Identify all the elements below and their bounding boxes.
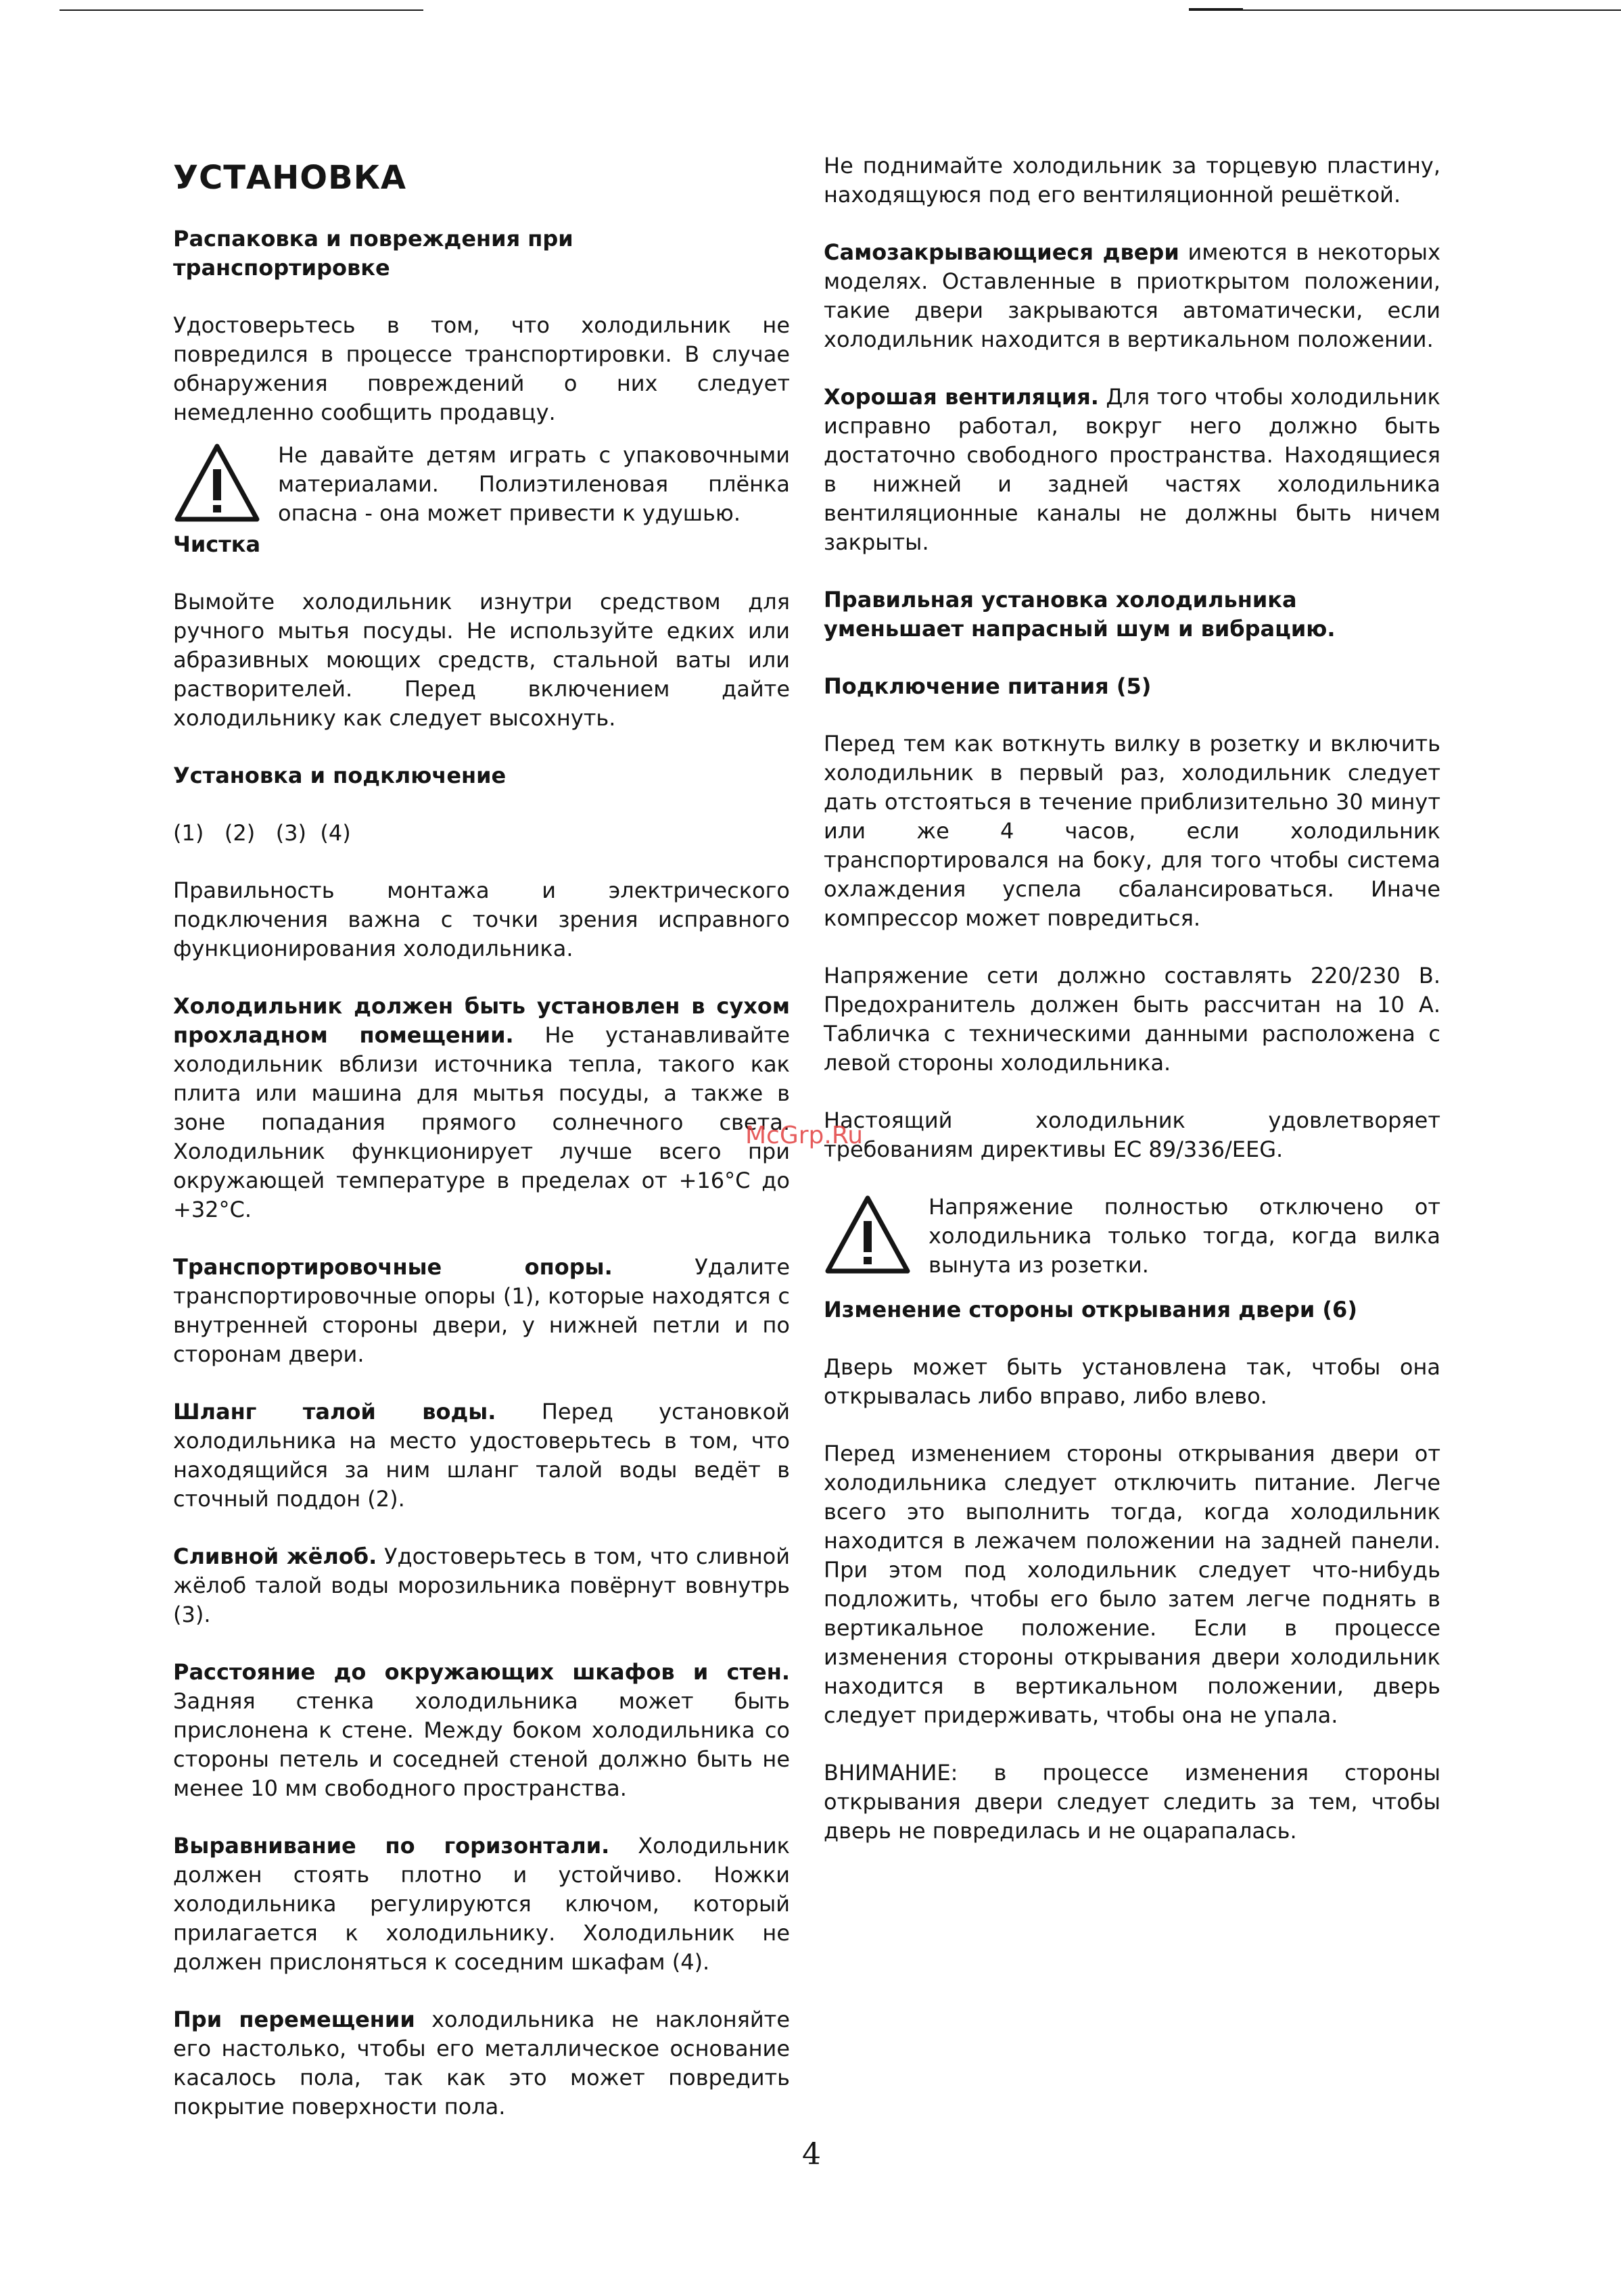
dry-place-text: Не устанавливайте холодильник вблизи источника тепла, такого как плита или машина для мытья посуды, а также в зоне попадания прямого солнечного света. Холодильник функционирует лучше всего при окружающей температуре в пределах от +16°C до +32°C. [173,1022,791,1222]
unpack-text: Удостоверьтесь в том, что холодильник не повредился в процессе транспортировки. В случае обнаружения повреждений о них следует немедленно сообщить продавцу. [173,312,790,425]
top-rule-right [1243,9,1621,11]
warning-triangle-icon [824,1194,912,1275]
hose-text: Перед установкой холодильника на место удостоверьтесь в том, что находящийся за ним шланг талой воды ведёт в сточный поддон (2). [173,1399,791,1512]
vent-paragraph [824,383,1440,557]
attention-paragraph [824,1759,1440,1846]
move-paragraph [173,2005,790,2122]
move-bold: При перемещении [173,2007,415,2032]
selfclose-text: имеются в некоторых моделях. Оставленные в приоткрытом положении, такие двери закрываются автоматически, если холодильник находится в вертикальном положении. [824,239,1440,352]
directive-text: Настоящий холодильник удовлетворяет требованиям директивы ЕС 89/336/EEG. [824,1107,1440,1162]
hose-bold: Шланг талой воды. [173,1399,496,1425]
level-paragraph [173,1832,790,1977]
drain-paragraph [173,1542,790,1629]
top-rule-right-thick [1189,8,1243,11]
level-text: Холодильник должен стоять плотно и устойчиво. Ножки холодильника регулируются ключом, который прилагается к холодильнику. Холодильник не должен прислоняться к соседним шкафам (4). [173,1833,791,1975]
install-refs: (1) (2) (3) (4) [173,820,351,846]
selfclose-bold: Самозакрывающиеся двери [824,239,1179,265]
move-text: холодильника не наклоняйте его настолько, чтобы его металлическое основание касалось пола, так как это может повредить покрытие поверхности пола. [173,2007,790,2120]
power-heading: Подключение питания (5) [824,673,1152,699]
lift-text: Не поднимайте холодильник за торцевую пластину, находящуюся под его вентиляционной решёткой. [824,153,1440,208]
unpack-warning-text: Не давайте детям играть с упаковочными материалами. Полиэтиленовая плёнка опасна - она может привести к удушью. [278,442,790,526]
power-text: Перед тем как воткнуть вилку в розетку и включить холодильник в первый раз, холодильник следует дать отстояться в течение приблизительно 30 минут или же 4 часов, если холодильник транспортировался на боку, для того чтобы система охлаждения успела сбалансироваться. Иначе компрессор может повредиться. [824,731,1440,931]
noise-note: Правильная установка холодильника уменьшает напрасный шум и вибрацию. [824,587,1336,642]
install-heading: Установка и подключение [173,763,507,788]
power-warning-text: Напряжение полностью отключено от холодильника только тогда, когда вилка вынута из розетки. [929,1194,1440,1278]
left-column [173,151,790,2122]
unpack-warning [173,441,790,530]
door-heading: Изменение стороны открывания двери (6) [824,1297,1357,1322]
distance-paragraph [173,1658,790,1803]
door-text-2: Перед изменением стороны открывания двери от холодильника следует отключить питание. Легче всего это выполнить тогда, когда холодильник находится в лежачем положении на задней панели. При этом под холодильник следует что-нибудь подложить, чтобы его было затем легче поднять в вертикальное положение. Если в процессе изменения стороны открывания двери холодильник находится в вертикальном положении, дверь следует придерживать, чтобы она не упала. [824,1441,1440,1728]
selfclose-paragraph [824,238,1440,354]
attention-label: ВНИМАНИЕ: [824,1760,958,1786]
distance-text: Задняя стенка холодильника может быть прислонена к стене. Между боком холодильника со стороны петель и соседней стеной должно быть не менее 10 мм свободного пространства. [173,1688,790,1801]
drain-text: Удостоверьтесь в том, что сливной жёлоб талой воды морозильника повёрнут вовнутрь (3). [173,1544,791,1627]
right-column [824,151,1440,1846]
transport-paragraph [173,1253,790,1369]
clean-text: Вымойте холодильник изнутри средством для ручного мытья посуды. Не используйте едких или абразивных моющих средств, стальной ваты или растворителей. Перед включением дайте холодильнику как следует высохнуть. [173,589,790,731]
door-text-1: Дверь может быть установлена так, чтобы она открывалась либо вправо, либо влево. [824,1354,1440,1409]
dry-place-paragraph [173,992,790,1224]
vent-text: Для того чтобы холодильник исправно работал, вокруг него должно быть достаточно свободного пространства. Находящиеся в нижней и задней частях холодильника вентиляционные каналы не должны быть ничем закрыты. [824,384,1441,555]
distance-bold: Расстояние до окружающих шкафов и стен. [173,1659,790,1685]
power-warning [824,1193,1440,1282]
watermark: McGrp.Ru [745,1122,864,1149]
page-title: УСТАНОВКА [173,159,407,197]
page-number: 4 [802,2137,821,2172]
attention-text: в процессе изменения стороны открывания двери следует следить за тем, чтобы дверь не повредилась и не оцарапалась. [824,1760,1440,1844]
top-rule-left [60,9,423,11]
drain-bold: Сливной жёлоб. [173,1544,377,1569]
vent-bold: Хорошая вентиляция. [824,384,1099,410]
transport-bold: Транспортировочные опоры. [173,1254,613,1280]
voltage-text: Напряжение сети должно составлять 220/230 В. Предохранитель должен быть рассчитан на 10 А. Табличка с техническими данными расположена с левой стороны холодильника. [824,963,1440,1076]
dry-place-bold: Холодильник должен быть установлен в сухом прохладном помещении. [173,993,790,1048]
level-bold: Выравнивание по горизонтали. [173,1833,610,1859]
hose-paragraph [173,1397,790,1514]
clean-heading: Чистка [173,531,261,557]
unpack-heading: Распаковка и повреждения при транспортировке [173,226,573,281]
transport-text: Удалите транспортировочные опоры (1), которые находятся с внутренней стороны двери, у нижней петли и по сторонам двери. [173,1254,791,1367]
install-text: Правильность монтажа и электрического подключения важна с точки зрения исправного функционирования холодильника. [173,878,790,961]
warning-triangle-icon [173,442,261,523]
